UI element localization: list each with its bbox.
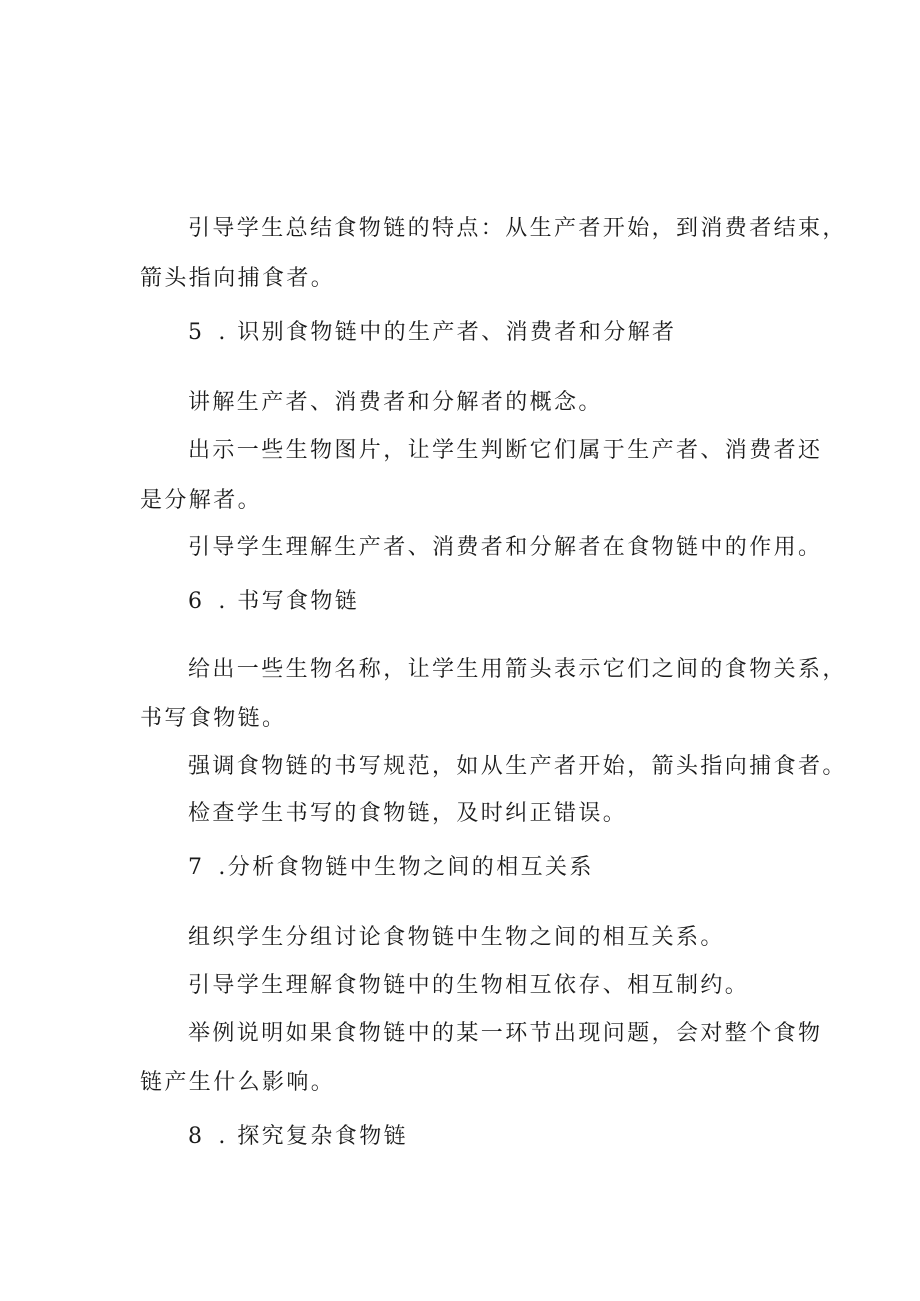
- section-heading-8: [188, 1122, 408, 1152]
- paragraph-line: 举例说明如果食物链中的某一环节出现问题，会对整个食物: [188, 1021, 823, 1046]
- section-title: . 识别食物链中的生产者、消费者和分解者: [218, 320, 677, 345]
- section-title: . 书写食物链: [218, 589, 360, 614]
- section-title: . 探究复杂食物链: [218, 1124, 408, 1149]
- section-title: .分析食物链中生物之间的相互关系: [218, 855, 594, 880]
- section-heading-7: [188, 853, 594, 883]
- paragraph-line: 链产生什么影响。: [140, 1070, 336, 1095]
- paragraph-line: 检查学生书写的食物链，及时纠正错误。: [188, 801, 628, 826]
- paragraph-line: 强调食物链的书写规范，如从生产者开始，箭头指向捕食者。: [188, 754, 847, 779]
- paragraph-line: 出示一些生物图片，让学生判断它们属于生产者、消费者还: [188, 438, 823, 463]
- paragraph-line: 引导学生理解生产者、消费者和分解者在食物链中的作用。: [188, 535, 823, 560]
- section-heading-6: [188, 587, 359, 617]
- paragraph-line: 组织学生分组讨论食物链中生物之间的相互关系。: [188, 925, 725, 950]
- paragraph-line: 引导学生总结食物链的特点：从生产者开始，到消费者结束，: [188, 216, 847, 241]
- section-number: 5: [188, 320, 205, 345]
- section-number: 8: [188, 1124, 205, 1149]
- paragraph-line: 引导学生理解食物链中的生物相互依存、相互制约。: [188, 973, 750, 998]
- paragraph-line: 讲解生产者、消费者和分解者的概念。: [188, 390, 603, 415]
- section-number: 6: [188, 589, 205, 614]
- section-heading-5: [188, 318, 676, 348]
- paragraph-line: 箭头指向捕食者。: [140, 266, 336, 291]
- section-number: 7: [188, 855, 205, 880]
- paragraph-line: 是分解者。: [140, 488, 263, 513]
- paragraph-line: 书写食物链。: [140, 706, 287, 731]
- paragraph-line: 给出一些生物名称，让学生用箭头表示它们之间的食物关系，: [188, 657, 847, 682]
